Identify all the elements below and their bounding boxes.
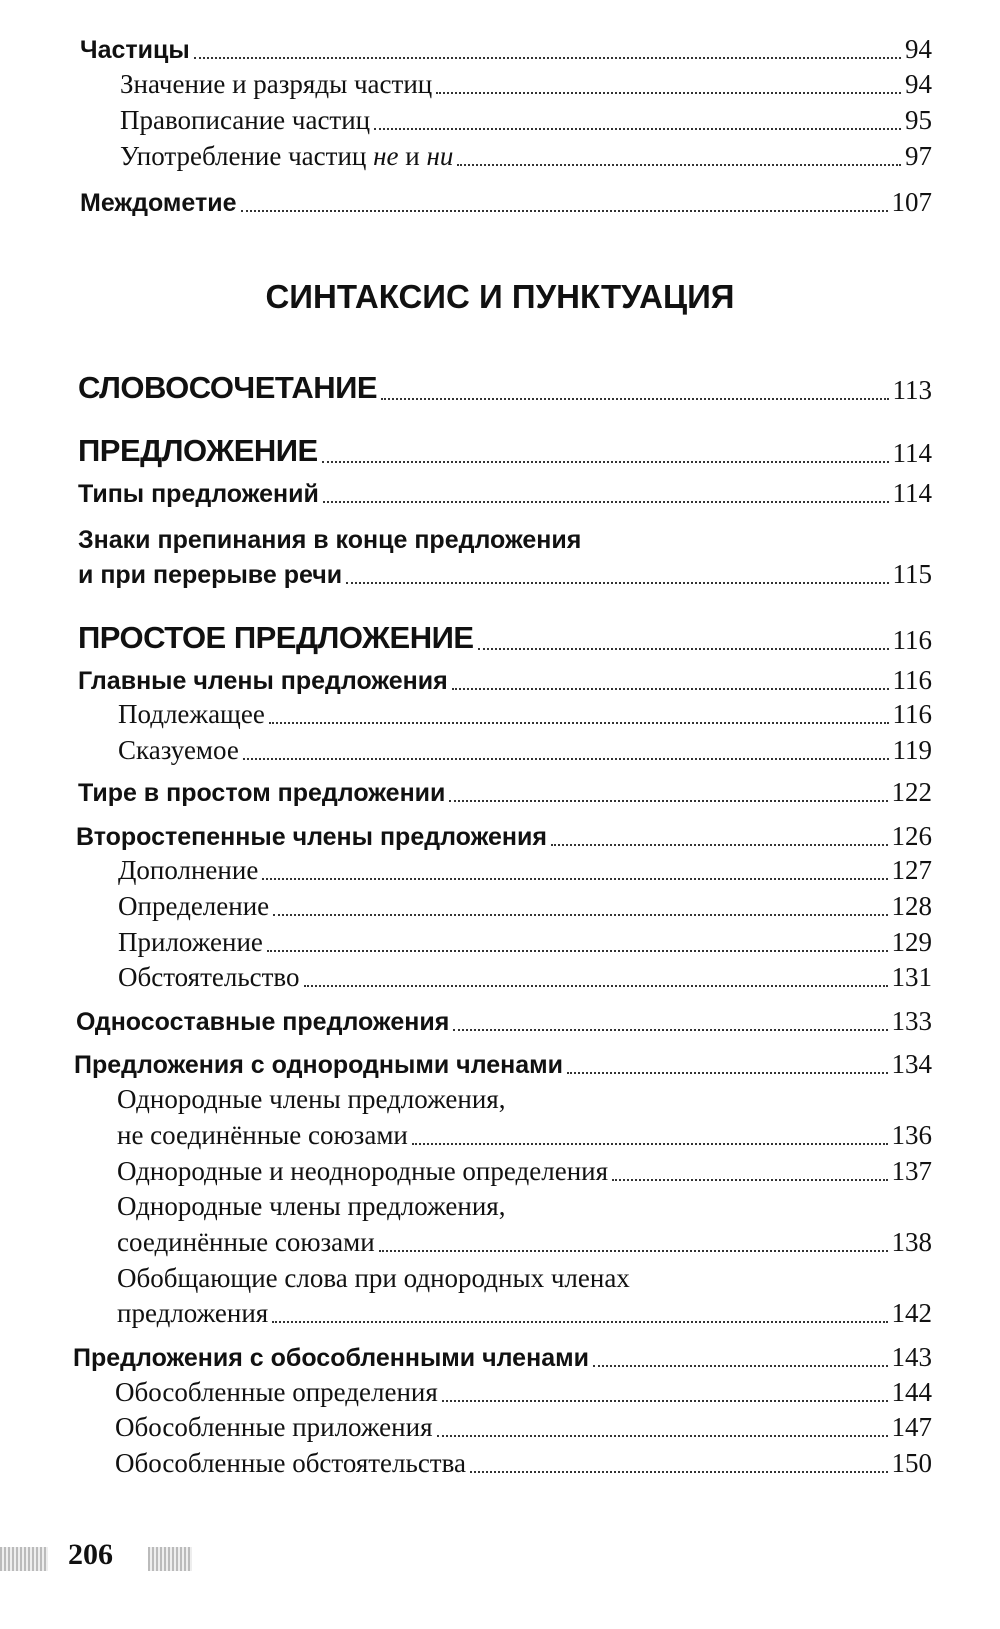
toc-entry-title: Обстоятельство [118, 962, 300, 992]
toc-entry [120, 105, 932, 136]
dot-leader [412, 1142, 888, 1145]
toc-entry [76, 1006, 932, 1037]
title-part: и [398, 141, 427, 171]
page-footer [0, 1538, 300, 1578]
toc-entry-page: 94 [905, 34, 932, 64]
toc-entry-page: 115 [892, 559, 932, 589]
toc-entry-title-line1: Однородные члены предложения, [117, 1191, 506, 1221]
toc-entry-page: 131 [891, 962, 932, 992]
toc-entry-page: 119 [892, 735, 932, 765]
toc-entry [76, 821, 932, 852]
toc-entry-title: ПРЕДЛОЖЕНИЕ [78, 433, 318, 468]
toc-entry-title: Подлежащее [118, 699, 265, 729]
toc-entry-title [120, 141, 453, 172]
toc-entry [115, 1377, 932, 1408]
toc-entry-title: Обособленные определения [115, 1377, 438, 1407]
toc-entry-title: предложения [117, 1298, 269, 1328]
dot-leader [442, 1399, 888, 1402]
toc-entry-title: Предложения с обособленными членами [73, 1344, 589, 1372]
toc-entry-title: Значение и разряды частиц [120, 69, 433, 99]
toc-entry-page: 114 [892, 478, 932, 508]
toc-entry-title: и при перерыве речи [78, 561, 343, 589]
dot-leader [436, 91, 901, 94]
toc-entry-title: Второстепенные члены предложения [76, 823, 547, 851]
toc-entry [74, 1049, 932, 1080]
toc-entry-title-line1: Обобщающие слова при однородных членах [117, 1263, 630, 1293]
toc-entry-page: 150 [891, 1448, 932, 1478]
toc-entry [78, 777, 932, 808]
toc-entry-title: Приложение [118, 927, 263, 957]
toc-entry-page: 122 [891, 777, 932, 807]
dot-leader [267, 949, 888, 952]
dot-leader [453, 1028, 887, 1031]
toc-entry-title: СЛОВОСОЧЕТАНИЕ [78, 370, 378, 405]
footer-decoration-left [0, 1547, 48, 1571]
toc-entry-page: 133 [891, 1006, 932, 1036]
toc-entry-title: Обособленные обстоятельства [115, 1448, 466, 1478]
toc-entry-title: Однородные и неоднородные определения [117, 1156, 609, 1186]
dot-leader [593, 1364, 888, 1367]
toc-entry-title: Правописание частиц [120, 105, 371, 135]
dot-leader [243, 757, 889, 760]
toc-entry-title: Обособленные приложения [115, 1412, 433, 1442]
dot-leader [272, 1320, 887, 1323]
toc-entry-page: 126 [891, 821, 932, 851]
toc-entry-page: 94 [905, 69, 932, 99]
toc-entry [78, 370, 932, 406]
toc-entry-title: Определение [118, 891, 270, 921]
toc-entry-page: 116 [892, 625, 932, 655]
dot-leader [194, 56, 901, 59]
toc-entry-page: 144 [891, 1377, 932, 1407]
toc-entry-page: 147 [891, 1412, 932, 1442]
dot-leader [452, 687, 889, 690]
dot-leader [323, 500, 889, 503]
toc-entry-title: Сказуемое [118, 735, 239, 765]
toc-entry-title: соединённые союзами [117, 1227, 375, 1257]
title-part: Употребление частиц [120, 141, 374, 171]
toc-entry-title: Предложения с однородными членами [74, 1051, 564, 1079]
toc-entry [80, 34, 932, 65]
toc-entry [73, 1342, 932, 1373]
toc-entry-page: 107 [891, 187, 932, 217]
toc-entry-title-line1: Знаки препинания в конце предложения [78, 526, 582, 554]
dot-leader [241, 209, 888, 212]
toc-entry [117, 1227, 932, 1258]
toc-entry-title: Главные члены предложения [78, 667, 448, 695]
dot-leader [346, 581, 888, 584]
toc-entry-page: 129 [891, 927, 932, 957]
dot-leader [457, 163, 901, 166]
dot-leader [449, 799, 887, 802]
dot-leader [304, 984, 888, 987]
title-italic-part: ни [426, 141, 454, 171]
dot-leader [269, 721, 889, 724]
toc-entry-page: 113 [892, 375, 932, 405]
toc-entry-page: 138 [891, 1227, 932, 1257]
title-italic-part: не [373, 141, 399, 171]
toc-entry [117, 1156, 932, 1187]
toc-entry [115, 1412, 932, 1443]
toc-entry-title: Односоставные предложения [76, 1008, 450, 1036]
toc-entry-title: Типы предложений [78, 480, 319, 508]
toc-entry-page: 136 [891, 1120, 932, 1150]
toc-entry-title: ПРОСТОЕ ПРЕДЛОЖЕНИЕ [78, 620, 474, 655]
dot-leader [262, 877, 887, 880]
toc-entry [78, 620, 932, 656]
dot-leader [273, 913, 887, 916]
toc-entry-title: Частицы [80, 36, 190, 64]
toc-entry-page: 95 [905, 105, 932, 135]
toc-entry-title: не соединённые союзами [117, 1120, 408, 1150]
dot-leader [612, 1178, 887, 1181]
dot-leader [437, 1434, 888, 1437]
toc-entry-page: 114 [892, 438, 932, 468]
toc-entry [118, 891, 932, 922]
toc-entry [120, 141, 932, 172]
dot-leader [381, 397, 888, 400]
toc-entry [78, 665, 932, 696]
toc-entry-page: 137 [891, 1156, 932, 1186]
toc-entry-page: 116 [892, 665, 932, 695]
toc-entry [80, 187, 932, 218]
toc-entry [118, 699, 932, 730]
dot-leader [567, 1071, 887, 1074]
section-title: СИНТАКСИС И ПУНКТУАЦИЯ [265, 278, 735, 315]
toc-entry-title: Тире в простом предложении [78, 779, 446, 807]
toc-entry [118, 735, 932, 766]
toc-entry [118, 855, 932, 886]
toc-entry-page: 116 [892, 699, 932, 729]
page-number: 206 [68, 1538, 113, 1571]
toc-entry-title: Дополнение [118, 855, 259, 885]
dot-leader [551, 843, 888, 846]
toc-entry-title-line1: Однородные члены предложения, [117, 1084, 506, 1114]
toc-entry [78, 433, 932, 469]
toc-entry-page: 142 [891, 1298, 932, 1328]
toc-entry [117, 1120, 932, 1151]
toc-entry [78, 478, 932, 509]
toc-entry [115, 1448, 932, 1479]
dot-leader [374, 127, 901, 130]
toc-entry [118, 927, 932, 958]
toc-entry [120, 69, 932, 100]
toc-entry [118, 962, 932, 993]
toc-entry-title: Междометие [80, 189, 237, 217]
toc-entry-page: 128 [891, 891, 932, 921]
dot-leader [478, 647, 889, 650]
toc-entry-page: 134 [891, 1049, 932, 1079]
footer-decoration-right [148, 1547, 192, 1571]
toc-entry-page: 127 [891, 855, 932, 885]
toc-entry [78, 559, 932, 590]
toc-entry [117, 1298, 932, 1329]
dot-leader [470, 1470, 888, 1473]
dot-leader [379, 1249, 888, 1252]
toc-entry-page: 97 [905, 141, 932, 171]
dot-leader [322, 460, 889, 463]
toc-entry-page: 143 [891, 1342, 932, 1372]
